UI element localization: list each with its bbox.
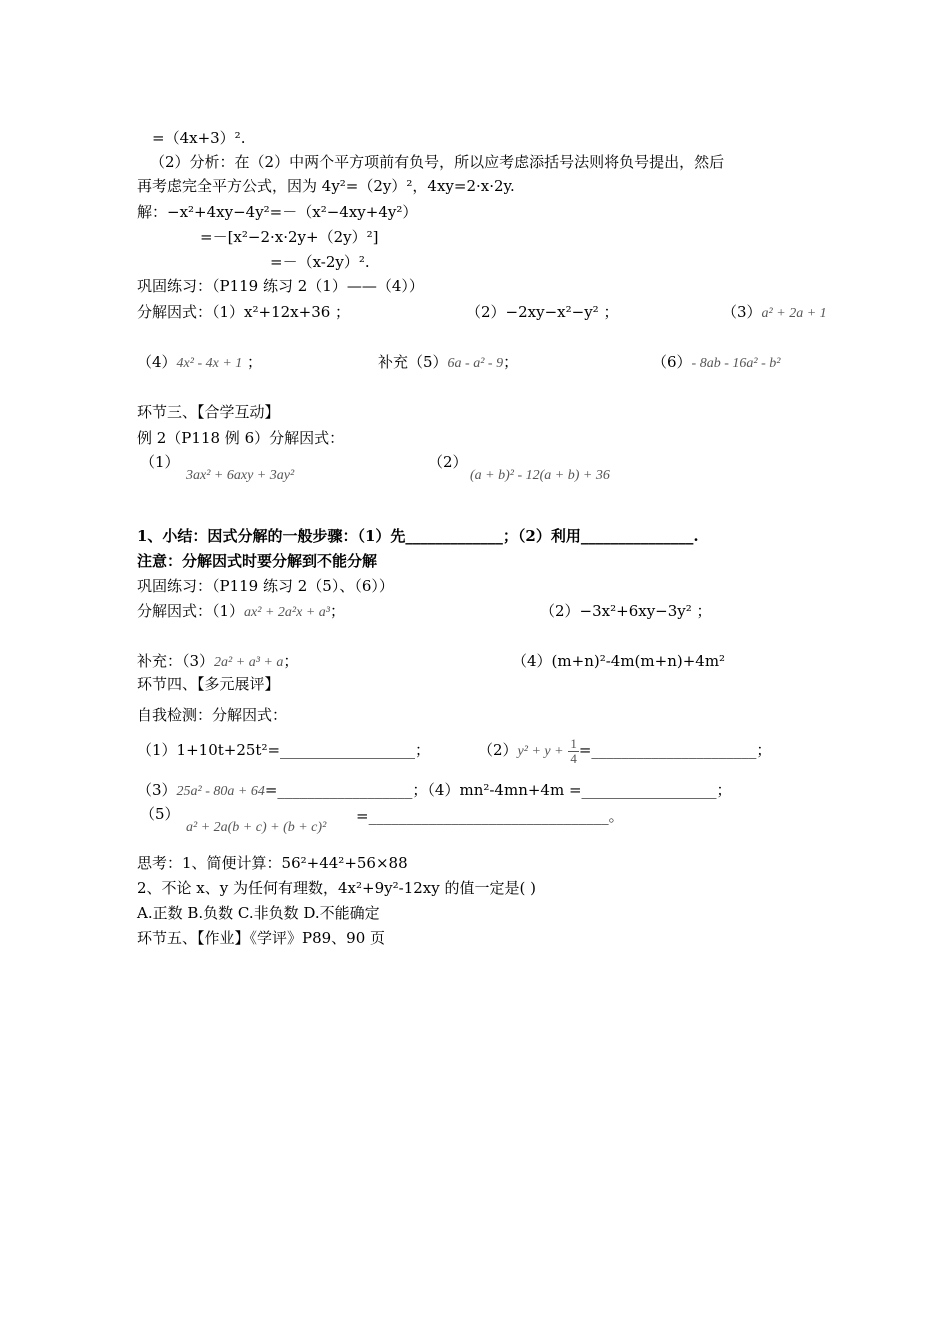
summary-line: 1、小结：因式分解的一般步骤：（1）先_____________；（2）利用_______________.	[137, 527, 699, 545]
analysis-line-2: 再考虑完全平方公式，因为 4y²=（2y）²，4xy=2·x·2y.	[137, 177, 515, 195]
formula: 4x² - 4x + 1	[176, 356, 243, 371]
exercise-3: （3）a² + 2a + 1	[722, 303, 827, 321]
example-2: （2）	[428, 453, 468, 471]
formula: - 8ab - 16a² - b²	[691, 356, 781, 371]
section-heading-5: 环节五、【作业】《学评》P89、90 页	[137, 929, 386, 947]
check-5	[186, 816, 326, 838]
formula: 3ax² + 6axy + 3ay²	[186, 468, 295, 483]
exercise-7: 分解因式：（1）ax² + 2a²x + a³；	[137, 602, 345, 620]
practice-heading-2: 巩固练习：（P119 练习 2（5）、（6））	[137, 577, 394, 595]
formula: a² + 2a(b + c) + (b + c)²	[186, 820, 327, 835]
exercise-10: （4）(m+n)²-4m(m+n)+4m²	[512, 652, 726, 670]
section-heading-3: 环节三、【合学互动】	[137, 403, 280, 421]
check-5-label: （5）	[140, 805, 180, 823]
formula: (a + b)² - 12(a + b) + 36	[470, 468, 610, 483]
example-2-formula	[470, 464, 610, 486]
check-5-blank: =________________________________。	[356, 807, 624, 825]
check-2: （2）y² + y + $\frac{1}{4}$ =______________________；	[478, 735, 772, 766]
formula: y² + y +	[517, 744, 564, 759]
example-1: （1）	[140, 453, 180, 471]
exercise-9: 补充：（3）2a² + a³ + a；	[137, 652, 299, 670]
exercise-4: （4）4x² - 4x + 1 ；	[137, 353, 263, 371]
formula: 2a² + a³ + a	[214, 655, 284, 670]
exercise-6: （6）- 8ab - 16a² - b²	[652, 353, 781, 371]
step-result-line: =（4x+3）².	[152, 129, 246, 147]
example-1-formula	[186, 464, 294, 486]
solution-line-2: =－[x²−2·x·2y+（2y）²]	[200, 228, 379, 246]
check-1: （1）1+10t+25t²=__________________；	[137, 741, 431, 759]
example-heading: 例 2（P118 例 6）分解因式：	[137, 429, 345, 447]
note-line: 注意：分解因式时要分解到不能分解	[137, 552, 378, 570]
fraction: $\frac{1}{4}$	[570, 735, 577, 766]
exercise-8: （2）−3x²+6xy−3y² ；	[540, 602, 712, 620]
solution-line-1: 解：−x²+4xy−4y²=－（x²−4xy+4y²）	[137, 203, 418, 221]
think-2-options: A.正数 B.负数 C.非负数 D.不能确定	[137, 904, 380, 922]
check-3-4: （3）25a² - 80a + 64=__________________；（4）mn²-4mn+4m =__________________；	[137, 781, 732, 799]
formula: a² + 2a + 1	[761, 306, 827, 321]
exercise-2: （2）−2xy−x²−y² ；	[466, 303, 619, 321]
formula: ax² + 2a²x + a³	[244, 605, 330, 620]
exercise-1: 分解因式：（1）x²+12x+36 ；	[137, 303, 351, 321]
think-1: 思考：1、简便计算：56²+44²+56×88	[137, 854, 408, 872]
solution-line-3: =－（x-2y）².	[270, 253, 370, 271]
exercise-5: 补充（5）6a - a² - 9；	[378, 353, 519, 371]
formula: 25a² - 80a + 64	[176, 784, 265, 799]
section-heading-4: 环节四、【多元展评】	[137, 675, 280, 693]
think-2: 2、不论 x、y 为任何有理数，4x²+9y²-12xy 的值一定是( )	[137, 879, 536, 897]
practice-heading-1: 巩固练习：（P119 练习 2（1）——（4））	[137, 277, 424, 295]
self-check-heading: 自我检测：分解因式：	[137, 706, 288, 724]
formula: 6a - a² - 9	[447, 356, 504, 371]
analysis-line-1: （2）分析：在（2）中两个平方项前有负号，所以应考虑添括号法则将负号提出，然后	[150, 153, 725, 171]
